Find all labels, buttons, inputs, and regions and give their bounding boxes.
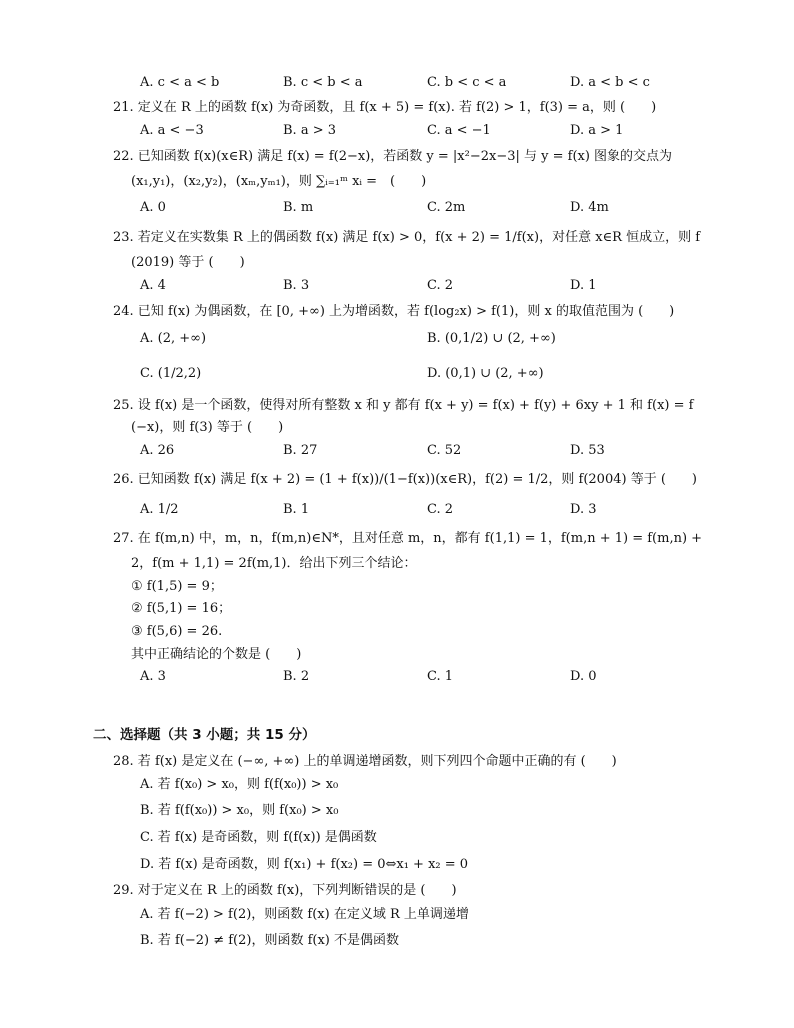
q27-conclusion-2: ② f(5,1) = 16； [131, 601, 232, 616]
q21-option-d: D. a > 1 [570, 123, 624, 138]
q25-option-a: A. 26 [140, 443, 175, 458]
q25-option-b: B. 27 [283, 443, 318, 458]
question-23-stem-line2: (2019) 等于 ( ) [131, 255, 245, 270]
q27-option-c: C. 1 [427, 669, 454, 684]
question-23-stem-line1: 23. 若定义在实数集 R 上的偶函数 f(x) 满足 f(x) > 0，f(x + 2) = 1/f(x)，对任意 x∈R 恒成立，则 f [113, 230, 701, 245]
q23-option-b: B. 3 [283, 278, 310, 293]
q28-option-c: C. 若 f(x) 是奇函数，则 f(f(x)) 是偶函数 [140, 830, 377, 845]
q22-option-a: A. 0 [140, 200, 166, 215]
q27-conclusion-3: ③ f(5,6) = 26. [131, 624, 223, 639]
q26-option-a: A. 1/2 [140, 502, 179, 517]
question-28-stem: 28. 若 f(x) 是定义在 (−∞, +∞) 上的单调递增函数，则下列四个命题中正确的有 ( ) [113, 754, 617, 769]
question-24-stem: 24. 已知 f(x) 为偶函数，在 [0, +∞) 上为增函数，若 f(log₂x) > f(1)，则 x 的取值范围为 ( ) [113, 304, 675, 319]
q24-option-d: D. (0,1) ∪ (2, +∞) [427, 366, 544, 381]
q26-option-b: B. 1 [283, 502, 310, 517]
prev-option-d: D. a < b < c [570, 75, 650, 90]
q24-option-c: C. (1/2,2) [140, 366, 202, 381]
q27-option-a: A. 3 [140, 669, 166, 684]
q28-option-d: D. 若 f(x) 是奇函数，则 f(x₁) + f(x₂) = 0⇔x₁ + x₂ = 0 [140, 857, 469, 872]
q29-option-a: A. 若 f(−2) > f(2)，则函数 f(x) 在定义域 R 上单调递增 [140, 907, 469, 922]
prev-option-a: A. c < a < b [140, 75, 220, 90]
q23-option-d: D. 1 [570, 278, 597, 293]
q21-option-a: A. a < −3 [140, 123, 204, 138]
q27-option-b: B. 2 [283, 669, 310, 684]
q26-option-c: C. 2 [427, 502, 454, 517]
q29-option-b: B. 若 f(−2) ≠ f(2)，则函数 f(x) 不是偶函数 [140, 933, 400, 948]
q21-option-c: C. a < −1 [427, 123, 491, 138]
question-27-stem-line1: 27. 在 f(m,n) 中，m，n，f(m,n)∈N*，且对任意 m，n，都有 f(1,1) = 1，f(m,n + 1) = f(m,n) + [113, 531, 703, 546]
q25-option-c: C. 52 [427, 443, 462, 458]
prev-option-b: B. c < b < a [283, 75, 363, 90]
q24-option-b: B. (0,1/2) ∪ (2, +∞) [427, 331, 556, 346]
question-27-stem-line2: 2，f(m + 1,1) = 2f(m,1)．给出下列三个结论： [131, 556, 417, 571]
prev-option-c: C. b < c < a [427, 75, 507, 90]
q27-option-d: D. 0 [570, 669, 597, 684]
question-22-stem-line2: (x₁,y₁)，(x₂,y₂)，(xₘ,yₘ₁)，则 ∑ᵢ₌₁ᵐ xᵢ = ( ) [131, 174, 427, 189]
q21-option-b: B. a > 3 [283, 123, 336, 138]
question-21-stem: 21. 定义在 R 上的函数 f(x) 为奇函数，且 f(x + 5) = f(x). 若 f(2) > 1，f(3) = a，则 ( ) [113, 100, 657, 115]
q23-option-c: C. 2 [427, 278, 454, 293]
q22-option-c: C. 2m [427, 200, 466, 215]
question-26-stem: 26. 已知函数 f(x) 满足 f(x + 2) = (1 + f(x))/(1−f(x))(x∈R)，f(2) = 1/2，则 f(2004) 等于 ( ) [113, 472, 697, 487]
q28-option-a: A. 若 f(x₀) > x₀，则 f(f(x₀)) > x₀ [140, 777, 339, 792]
question-29-stem: 29. 对于定义在 R 上的函数 f(x)，下列判断错误的是 ( ) [113, 883, 457, 898]
q26-option-d: D. 3 [570, 502, 597, 517]
q22-option-d: D. 4m [570, 200, 609, 215]
question-25-stem-line1: 25. 设 f(x) 是一个函数，使得对所有整数 x 和 y 都有 f(x + y) = f(x) + f(y) + 6xy + 1 和 f(x) = f [113, 398, 694, 413]
q24-option-a: A. (2, +∞) [140, 331, 207, 346]
q22-option-b: B. m [283, 200, 314, 215]
q23-option-a: A. 4 [140, 278, 166, 293]
q28-option-b: B. 若 f(f(x₀)) > x₀，则 f(x₀) > x₀ [140, 803, 339, 818]
section-2-heading: 二、选择题（共 3 小题；共 15 分） [93, 727, 316, 743]
q25-option-d: D. 53 [570, 443, 605, 458]
q27-question: 其中正确结论的个数是 ( ) [131, 647, 302, 662]
q27-conclusion-1: ① f(1,5) = 9； [131, 579, 223, 594]
question-25-stem-line2: (−x)，则 f(3) 等于 ( ) [131, 420, 284, 435]
question-22-stem-line1: 22. 已知函数 f(x)(x∈R) 满足 f(x) = f(2−x)，若函数 y = |x²−2x−3| 与 y = f(x) 图象的交点为 [113, 149, 673, 164]
